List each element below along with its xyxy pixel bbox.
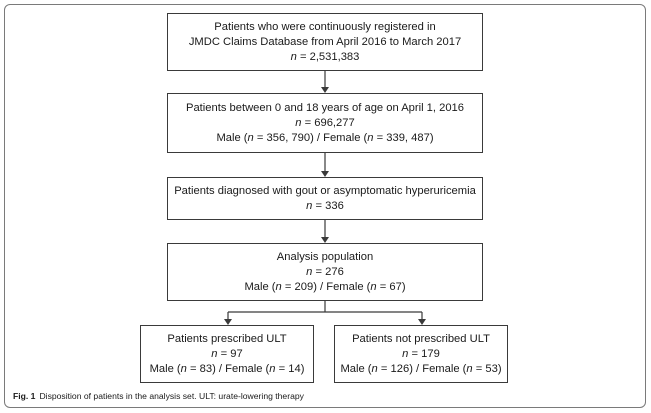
box-registered-patients: [167, 13, 483, 71]
male-text: Male (: [149, 362, 181, 375]
box-analysis-line1: Analysis population: [276, 250, 374, 263]
male-text: Male (: [244, 280, 276, 293]
n-symbol: n: [371, 362, 378, 375]
female-value: = 339, 487): [373, 131, 434, 144]
count-value: = 179: [408, 347, 440, 360]
caption-text: Disposition of patients in the analysis set. ULT: urate-lowering therapy: [39, 391, 304, 401]
box-gout-line1: Patients diagnosed with gout or asymptomatic hyperuricemia: [174, 184, 476, 197]
count-value: = 97: [217, 347, 243, 360]
box-not-prescribed-line1: Patients not prescribed ULT: [352, 332, 490, 345]
box-age-count: [295, 116, 354, 131]
box-registered-count: [291, 50, 360, 65]
n-symbol: n: [295, 116, 302, 129]
box-gout-diagnosis: [167, 177, 483, 220]
box-registered-line1: Patients who were continuously registered in: [214, 20, 436, 33]
n-symbol: n: [402, 347, 409, 360]
count-value: = 336: [312, 199, 344, 212]
count-value: = 2,531,383: [296, 50, 360, 63]
n-symbol: n: [306, 199, 313, 212]
count-value: = 276: [312, 265, 344, 278]
n-symbol: n: [306, 265, 313, 278]
box-prescribed-line1: Patients prescribed ULT: [167, 332, 287, 345]
n-symbol: n: [367, 131, 374, 144]
box-analysis-count: [306, 265, 344, 280]
male-value: = 83) / Female (: [186, 362, 270, 375]
male-text: Male (: [216, 131, 248, 144]
box-prescribed-count: [211, 347, 242, 362]
box-analysis-population: [167, 243, 483, 301]
male-value: = 356, 790) / Female (: [253, 131, 368, 144]
box-age-0-18: [167, 93, 483, 153]
count-value: = 696,277: [301, 116, 355, 129]
female-value: = 67): [376, 280, 406, 293]
male-value: = 209) / Female (: [281, 280, 371, 293]
n-symbol: n: [275, 280, 282, 293]
n-symbol: n: [269, 362, 276, 375]
male-text: Male (: [340, 362, 372, 375]
box-age-sex-split: [216, 131, 433, 146]
caption-label: Fig. 1: [13, 391, 36, 401]
box-not-prescribed-ult: [334, 325, 508, 383]
box-analysis-sex-split: [244, 280, 405, 295]
n-symbol: n: [290, 50, 297, 63]
n-symbol: n: [247, 131, 254, 144]
male-value: = 126) / Female (: [377, 362, 467, 375]
female-value: = 53): [472, 362, 502, 375]
box-prescribed-ult: [140, 325, 314, 383]
box-not-prescribed-count: [402, 347, 440, 362]
n-symbol: n: [370, 280, 377, 293]
box-not-prescribed-sex-split: [340, 362, 501, 377]
n-symbol: n: [211, 347, 218, 360]
female-value: = 14): [275, 362, 305, 375]
figure-caption: [13, 390, 304, 402]
box-prescribed-sex-split: [150, 362, 305, 377]
box-gout-count: [306, 199, 344, 214]
box-age-line1: Patients between 0 and 18 years of age on April 1, 2016: [185, 101, 465, 114]
n-symbol: n: [180, 362, 187, 375]
n-symbol: n: [466, 362, 473, 375]
box-registered-line2: JMDC Claims Database from April 2016 to March 2017: [188, 35, 462, 48]
